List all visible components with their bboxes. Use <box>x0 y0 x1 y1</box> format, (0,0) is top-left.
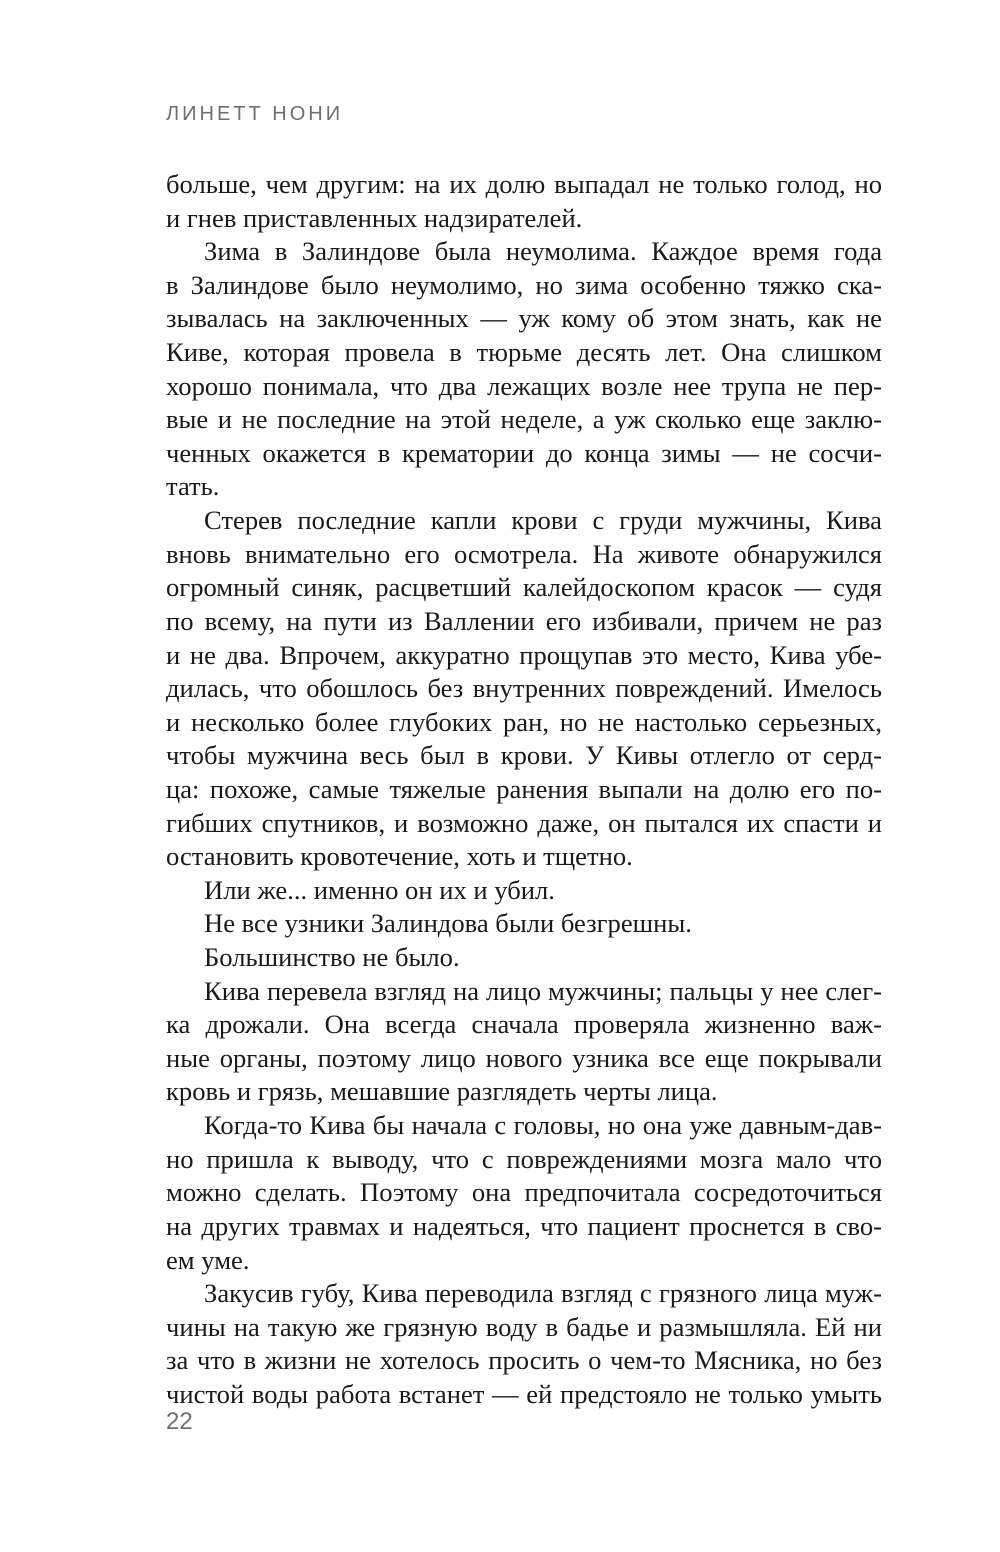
text-line: дилась, что обошлось без внутренних повреждений. Имелось <box>166 673 882 704</box>
text-line: и несколько более глубоких ран, но не настолько серьезных, <box>166 706 882 737</box>
text-line: Стерев последние капли крови с груди мужчины, Кива <box>204 505 882 536</box>
text-line: вновь внимательно его осмотрела. На животе обнаружился <box>166 538 882 569</box>
text-line: и не два. Впрочем, аккуратно прощупав это место, Кива убе- <box>166 639 882 670</box>
text-line: огромный синяк, расцветший калейдоскопом красок — судя <box>166 572 882 603</box>
text-line: чтобы мужчина весь был в крови. У Кивы отлегло от серд- <box>166 740 882 771</box>
body-text <box>166 168 882 1412</box>
text-line: можно сделать. Поэтому она предпочитала сосредоточиться <box>166 1177 882 1208</box>
text-line: Большинство не было. <box>204 942 460 973</box>
text-line: тать. <box>166 471 220 502</box>
text-line: ца: похоже, самые тяжелые ранения выпали на долю его по- <box>166 773 882 804</box>
text-line: вые и не последние на этой неделе, а уж сколько еще заклю- <box>166 404 882 435</box>
page-number: 22 <box>166 1408 193 1435</box>
text-line: Или же... именно он их и убил. <box>204 874 555 905</box>
text-line: Не все узники Залиндова были безгрешны. <box>204 908 692 939</box>
text-line: Зима в Залиндове была неумолима. Каждое время года <box>204 236 882 267</box>
text-line: больше, чем другим: на их долю выпадал не только голод, но <box>166 169 882 199</box>
text-line: ка дрожали. Она всегда сначала проверяла жизненно важ- <box>166 1009 882 1040</box>
text-line: Закусив губу, Кива переводила взгляд с грязного лица муж- <box>204 1278 882 1309</box>
text-line: Когда-то Кива бы начала с головы, но она уже давным-дав- <box>204 1110 882 1141</box>
text-line: Киве, которая провела в тюрьме десять лет. Она слишком <box>166 337 882 368</box>
text-line: гибших спутников, и возможно даже, он пытался их спасти и <box>166 807 882 838</box>
text-line: зывалась на заключенных — уж кому об этом знать, как не <box>166 303 882 334</box>
text-line: ные органы, поэтому лицо нового узника все еще покрывали <box>166 1042 882 1073</box>
text-line: ченных окажется в крематории до конца зимы — не сосчи- <box>166 437 882 468</box>
running-head: ЛИНЕТТ НОНИ <box>166 103 344 125</box>
text-line: за что в жизни не хотелось просить о чем-то Мясника, но без <box>166 1345 882 1376</box>
text-line: и гнев приставленных надзирателей. <box>166 202 583 233</box>
text-line: Кива перевела взгляд на лицо мужчины; пальцы у нее слег- <box>204 975 882 1006</box>
text-line: остановить кровотечение, хоть и тщетно. <box>166 841 633 872</box>
text-line: ем уме. <box>166 1244 250 1275</box>
text-line: на других травмах и надеяться, что пациент проснется в сво- <box>166 1210 882 1241</box>
text-line: чистой воды работа встанет — ей предстояло не только умыть <box>166 1378 882 1409</box>
text-line: по всему, на пути из Валлении его избивали, причем не раз <box>166 605 882 636</box>
text-line: в Залиндове было неумолимо, но зима особенно тяжко ска- <box>166 269 882 300</box>
text-line: кровь и грязь, мешавшие разглядеть черты лица. <box>166 1076 718 1107</box>
text-line: но пришла к выводу, что с повреждениями мозга мало что <box>166 1143 882 1174</box>
text-line: хорошо понимала, что два лежащих возле нее трупа не пер- <box>166 370 882 401</box>
text-line: чины на такую же грязную воду в бадье и размышляла. Ей ни <box>166 1311 882 1342</box>
